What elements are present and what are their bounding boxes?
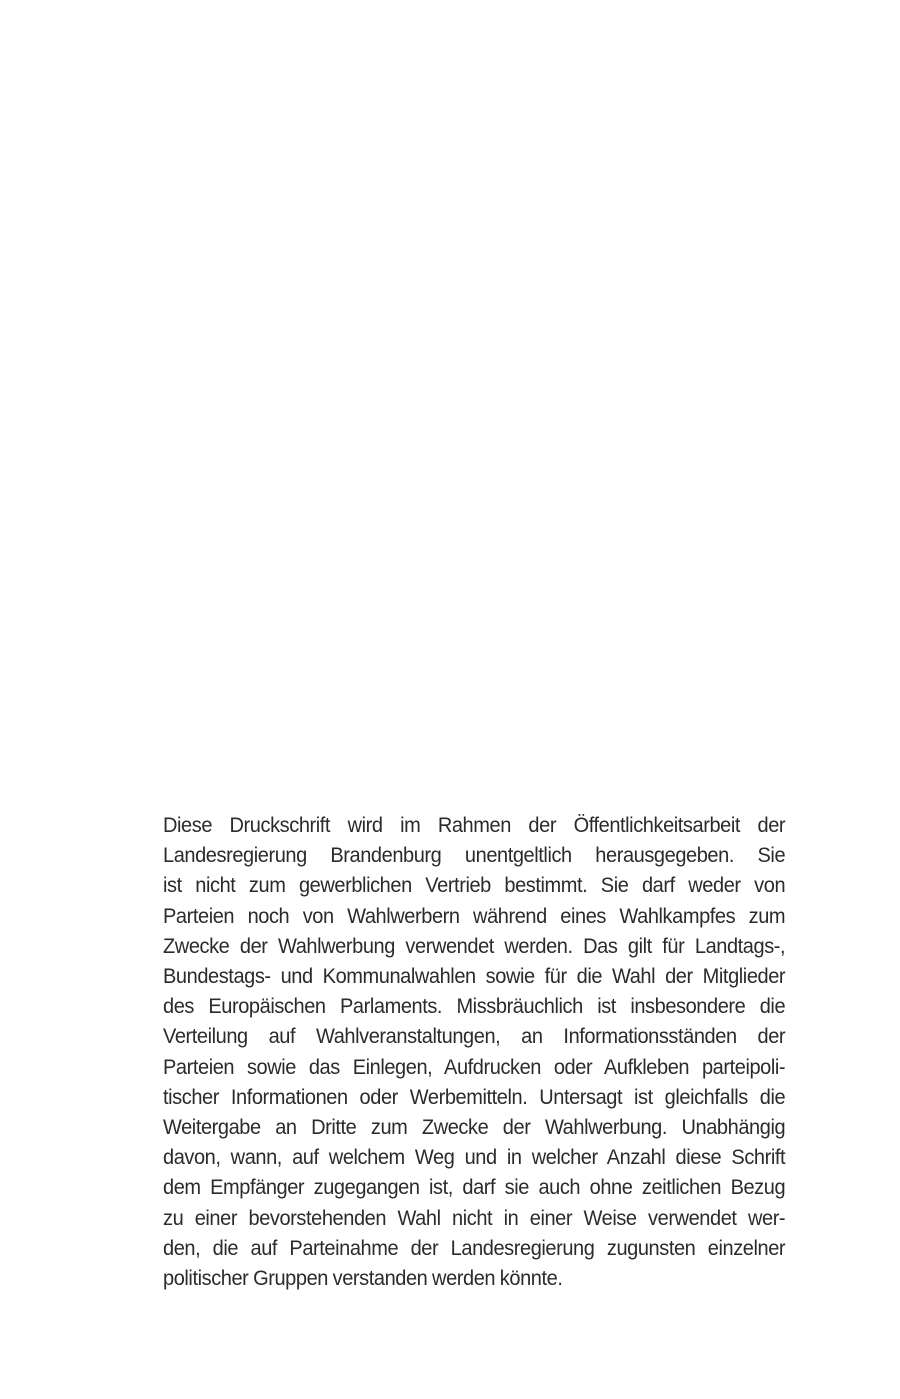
notice-line: davon, wann, auf welchem Weg und in welcher Anzahl diese Schrift bbox=[163, 1145, 786, 1170]
notice-line: zu einer bevorstehenden Wahl nicht in einer Weise verwendet wer- bbox=[163, 1205, 786, 1230]
notice-line: Verteilung auf Wahlveranstaltungen, an Informationsständen der bbox=[163, 1024, 786, 1049]
notice-line: den, die auf Parteinahme der Landesregierung zugunsten einzelner bbox=[163, 1235, 786, 1260]
notice-line: tischer Informationen oder Werbemitteln. Untersagt ist gleichfalls die bbox=[163, 1084, 786, 1109]
notice-line: politischer Gruppen verstanden werden könnte. bbox=[163, 1266, 563, 1291]
notice-line: Zwecke der Wahlwerbung verwendet werden. Das gilt für Landtags-, bbox=[163, 933, 786, 958]
notice-line: des Europäischen Parlaments. Missbräuchlich ist insbesondere die bbox=[163, 994, 786, 1019]
notice-line: Parteien noch von Wahlwerbern während eines Wahlkampfes zum bbox=[163, 903, 786, 928]
notice-line: Landesregierung Brandenburg unentgeltlich herausgegeben. Sie bbox=[163, 843, 786, 868]
distribution-notice bbox=[163, 810, 786, 1293]
notice-line: Weitergabe an Dritte zum Zwecke der Wahlwerbung. Unabhängig bbox=[163, 1115, 786, 1140]
notice-line: Diese Druckschrift wird im Rahmen der Öffentlichkeitsarbeit der bbox=[163, 813, 786, 837]
notice-line: dem Empfänger zugegangen ist, darf sie auch ohne zeitlichen Bezug bbox=[163, 1175, 786, 1200]
notice-line: Parteien sowie das Einlegen, Aufdrucken oder Aufkleben parteipoli- bbox=[163, 1054, 786, 1079]
notice-line: ist nicht zum gewerblichen Vertrieb bestimmt. Sie darf weder von bbox=[163, 873, 786, 898]
notice-line: Bundestags- und Kommunalwahlen sowie für die Wahl der Mitglieder bbox=[163, 964, 786, 989]
